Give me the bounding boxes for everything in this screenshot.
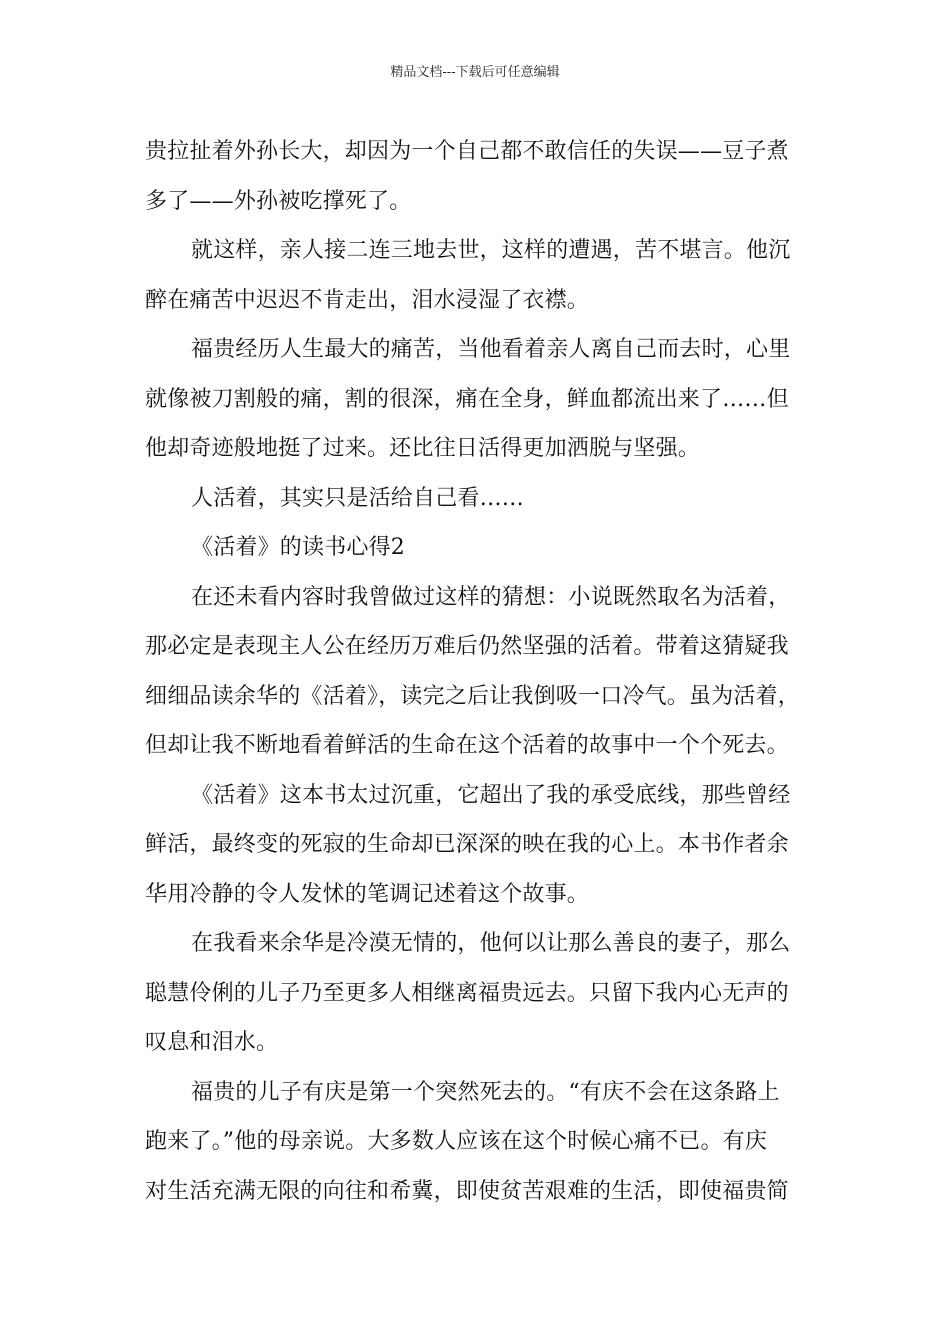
text-line: 那必定是表现主人公在经历万难后仍然坚强的活着。带着这猜疑我: [145, 634, 789, 659]
text-line: 聪慧伶俐的儿子乃至更多人相继离福贵远去。只留下我内心无声的: [145, 980, 789, 1006]
text-line: 就这样，亲人接二连三地去世，这样的遭遇，苦不堪言。他沉: [191, 238, 791, 263]
text-line: 醉在痛苦中迟迟不肯走出，泪水浸湿了衣襟。: [145, 287, 590, 313]
text-line: 对生活充满无限的向往和希冀，即使贫苦艰难的生活，即使福贵简: [145, 1178, 789, 1204]
text-line: 叹息和泪水。: [145, 1030, 279, 1055]
text-line: 福贵经历人生最大的痛苦，当他看着亲人离自己而去时，心里: [191, 337, 791, 362]
text-line: 在还未看内容时我曾做过这样的猜想：小说既然取名为活着，: [191, 584, 791, 610]
text-line: 福贵的儿子有庆是第一个突然死去的。“有庆不会在这条路上: [191, 1079, 780, 1105]
text-line: 人活着，其实只是活给自己看……: [191, 485, 525, 511]
text-line: 在我看来余华是冷漠无情的，他何以让那么善良的妻子，那么: [191, 931, 791, 956]
text-line: 他却奇迹般地挺了过来。还比往日活得更加洒脱与坚强。: [145, 436, 701, 461]
text-line: 跑来了。”他的母亲说。大多数人应该在这个时候心痛不已。有庆: [145, 1129, 768, 1154]
text-line: 华用冷静的令人发怵的笔调记述着这个故事。: [145, 881, 590, 907]
text-line: 《活着》这本书太过沉重，它超出了我的承受底线，那些曾经: [191, 782, 791, 808]
body-text: [145, 130, 825, 1219]
text-line: 《活着》的读书心得2: [191, 535, 405, 560]
text-line: 鲜活，最终变的死寂的生命却已深深的映在我的心上。本书作者余: [145, 832, 789, 857]
text-line: 贵拉扯着外孙长大，却因为一个自己都不敢信任的失误——豆子煮: [145, 139, 789, 164]
text-line: 细细品读余华的《活着》，读完之后让我倒吸一口冷气。虽为活着，: [145, 683, 801, 709]
text-line: 但却让我不断地看着鲜活的生命在这个活着的故事中一个个死去。: [145, 733, 789, 758]
text-line: 多了——外孙被吃撑死了。: [145, 188, 412, 214]
page-header: 精品文档---下载后可任意编辑: [390, 65, 560, 80]
text-line: 就像被刀割般的痛，割的很深，痛在全身，鲜血都流出来了……但: [145, 386, 789, 412]
